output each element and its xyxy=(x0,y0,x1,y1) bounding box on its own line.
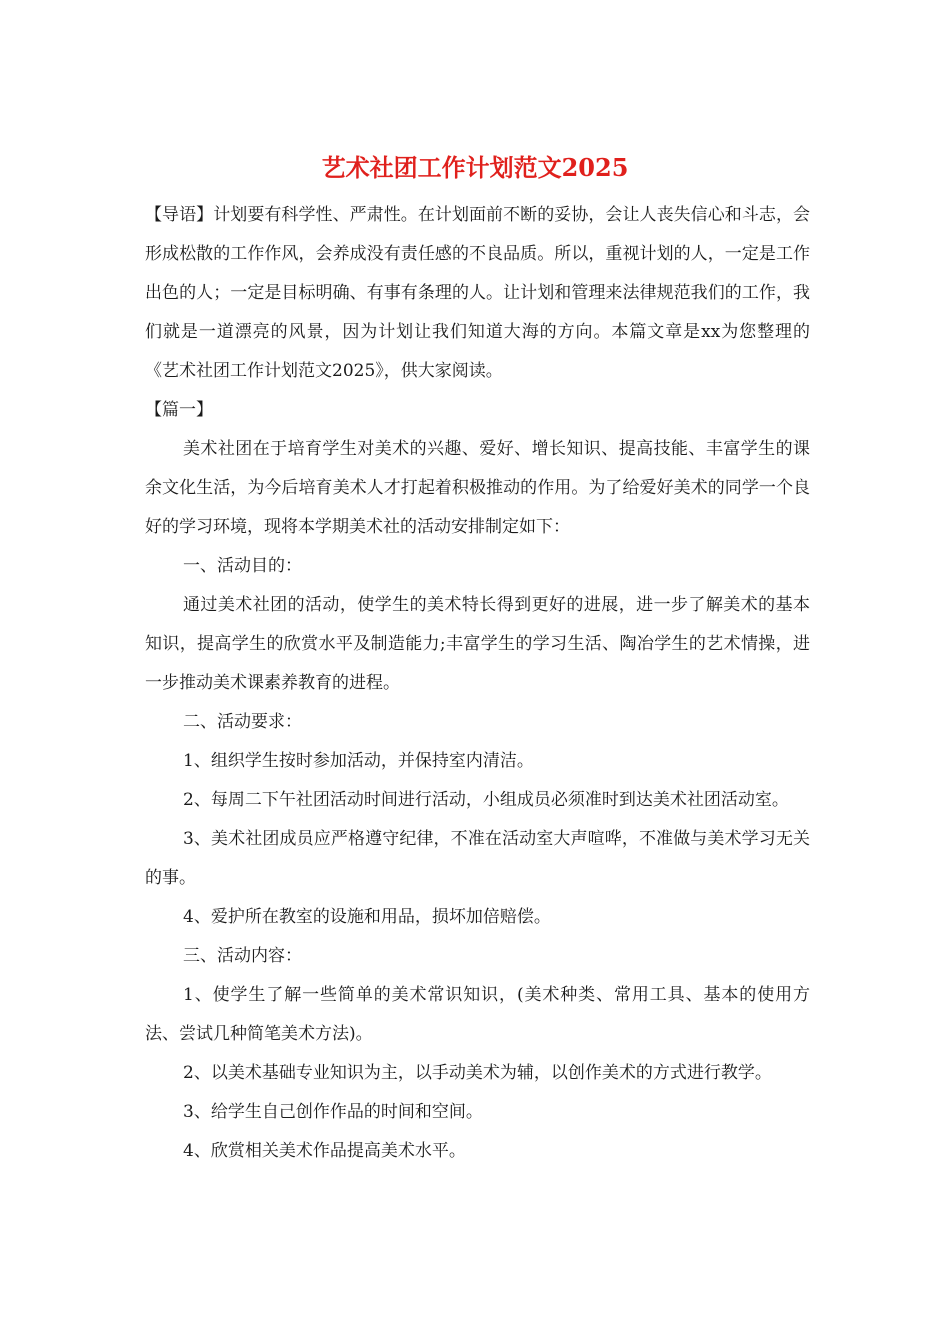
intro-paragraph: 【导语】计划要有科学性、严肃性。在计划面前不断的妥协，会让人丧失信心和斗志，会形成松散的工作作风，会养成没有责任感的不良品质。所以，重视计划的人，一定是工作出色的人；一定是目标明确、有事有条理的人。让计划和管理来法律规范我们的工作，我们就是一道漂亮的风景，因为计划让我们知道大海的方向。本篇文章是xx为您整理的《艺术社团工作计划范文2025》，供大家阅读。 xyxy=(145,205,810,381)
document-title: 艺术社团工作计划范文2025 xyxy=(321,153,629,182)
section-label: 【篇一】 xyxy=(145,400,213,420)
list-item: 3、美术社团成员应严格遵守纪律，不准在活动室大声喧哗，不准做与美术学习无关的事。 xyxy=(145,829,810,888)
list-item: 2、以美术基础专业知识为主，以手动美术为辅，以创作美术的方式进行教学。 xyxy=(183,1063,772,1083)
section-heading: 三、活动内容： xyxy=(183,946,302,966)
section-heading: 二、活动要求： xyxy=(183,712,302,732)
body-paragraph: 美术社团在于培育学生对美术的兴趣、爱好、增长知识、提高技能、丰富学生的课余文化生活，为今后培育美术人才打起着积极推动的作用。为了给爱好美术的同学一个良好的学习环境，现将本学期美术社的活动安排制定如下： xyxy=(145,439,810,537)
section-heading: 一、活动目的： xyxy=(183,556,302,576)
list-item: 3、给学生自己创作作品的时间和空间。 xyxy=(183,1102,483,1122)
list-item: 1、使学生了解一些简单的美术常识知识，(美术种类、常用工具、基本的使用方法、尝试几种简笔美术方法)。 xyxy=(145,985,810,1044)
body-paragraph: 通过美术社团的活动，使学生的美术特长得到更好的进展，进一步了解美术的基本知识，提高学生的欣赏水平及制造能力;丰富学生的学习生活、陶冶学生的艺术情操，进一步推动美术课素养教育的进程。 xyxy=(145,595,810,693)
list-item: 4、爱护所在教室的设施和用品，损坏加倍赔偿。 xyxy=(183,907,551,927)
document-body xyxy=(145,196,810,1171)
list-item: 2、每周二下午社团活动时间进行活动，小组成员必须准时到达美术社团活动室。 xyxy=(183,790,789,810)
list-item: 1、组织学生按时参加活动，并保持室内清洁。 xyxy=(183,751,534,771)
list-item: 4、欣赏相关美术作品提高美术水平。 xyxy=(183,1141,466,1161)
